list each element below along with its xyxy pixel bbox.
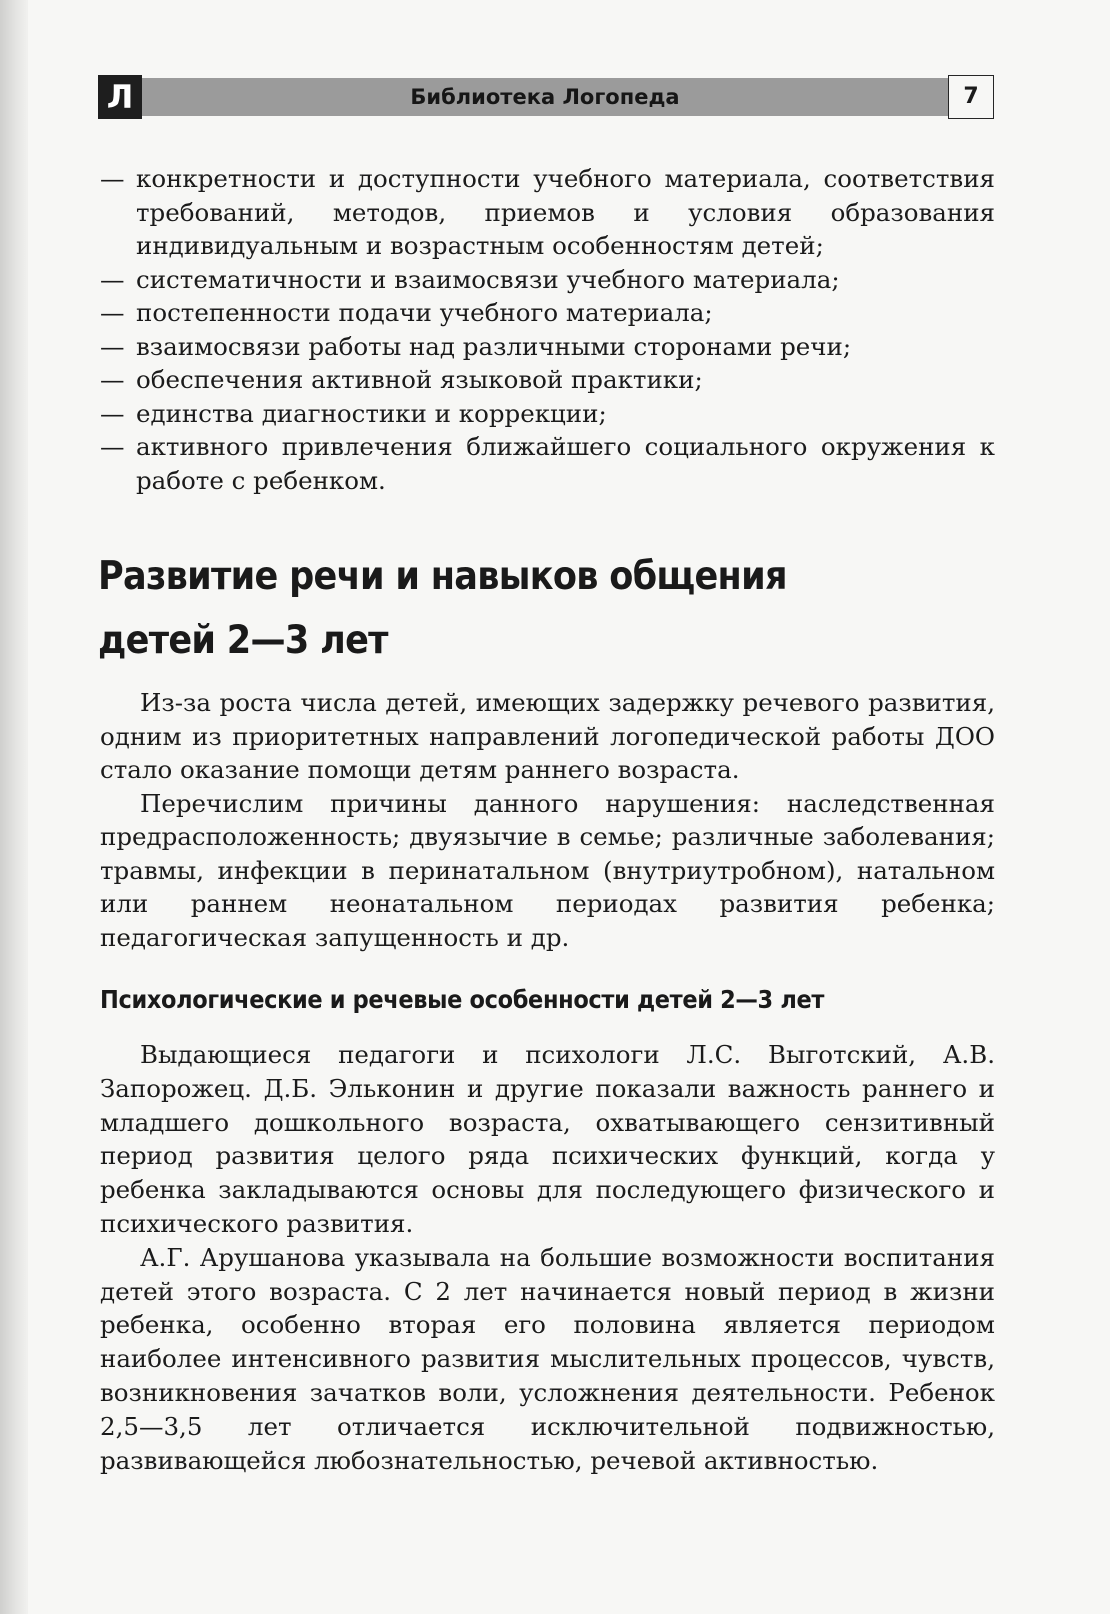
series-logo: Л (98, 75, 142, 119)
list-item-text: конкретности и доступности учебного материала, соответствия требований, методов, приемов и условия образования индивидуальным и возрастным особенностям детей; (136, 164, 995, 260)
list-item-text: постепенности подачи учебного материала; (136, 298, 713, 327)
running-header (98, 75, 994, 119)
list-item (100, 162, 995, 263)
section-heading (98, 545, 908, 673)
paragraph: Из-за роста числа детей, имеющих задержку речевого развития, одним из приоритетных направлений логопедической работы ДОО стало оказание помощи детям раннего возраста. (100, 688, 995, 784)
subsection-heading: Психологические и речевые особенности детей 2—3 лет (100, 985, 825, 1014)
book-spine-shadow (0, 0, 26, 1614)
list-item (100, 296, 995, 330)
page-number: 7 (948, 75, 994, 119)
list-item-text: единства диагностики и коррекции; (136, 398, 607, 428)
header-band (142, 78, 948, 116)
list-marker: — (100, 398, 125, 428)
subsection-body (100, 1038, 995, 1477)
list-item-text: взаимосвязи работы над различными сторонами речи; (136, 331, 852, 361)
principles-list (100, 162, 995, 497)
list-item (100, 363, 995, 397)
section-heading-line-2: детей 2—3 лет (98, 618, 388, 663)
list-marker: — (100, 365, 125, 394)
list-marker: — (100, 432, 125, 461)
section-body (100, 686, 995, 954)
list-marker: — (100, 264, 125, 294)
list-item-text: систематичности и взаимосвязи учебного материала; (136, 264, 840, 294)
section-heading-line-1: Развитие речи и навыков общения (98, 554, 787, 599)
list-item (100, 430, 995, 497)
paragraph: Выдающиеся педагоги и психологи Л.С. Выготский, А.В. Запорожец. Д.Б. Эльконин и другие показали важность раннего и младшего дошкольного возраста, охватывающего сензитивный период развития целого ряда психических функций, когда у ребенка закладываются основы для последующего физического и психического развития. (100, 1040, 995, 1238)
list-item (100, 397, 995, 431)
list-marker: — (100, 164, 125, 193)
list-marker: — (100, 298, 125, 327)
list-marker: — (100, 331, 125, 361)
list-item (100, 263, 995, 297)
list-item (100, 330, 995, 364)
list-item-text: обеспечения активной языковой практики; (136, 365, 703, 394)
list-item-text: активного привлечения ближайшего социального окружения к работе с ребенком. (136, 432, 995, 495)
paragraph: Перечислим причины данного нарушения: наследственная предрасположенность; двуязычие в семье; различные заболевания; травмы, инфекции в перинатальном (внутриутробном), натальном или раннем неонатальном периодах развития ребенка; педагогическая запущенность и др. (100, 788, 995, 952)
paragraph: А.Г. Арушанова указывала на большие возможности воспитания детей этого возраста. С 2 лет начинается новый период в жизни ребенка, особенно вторая его половина является периодом наиболее интенсивного развития мыслительных процессов, чувств, возникновения зачатков воли, усложнения деятельности. Ребенок 2,5—3,5 лет отличается исключительной подвижностью, развивающейся любознательностью, речевой активностью. (100, 1242, 995, 1475)
series-title: Библиотека Логопеда (410, 85, 680, 109)
